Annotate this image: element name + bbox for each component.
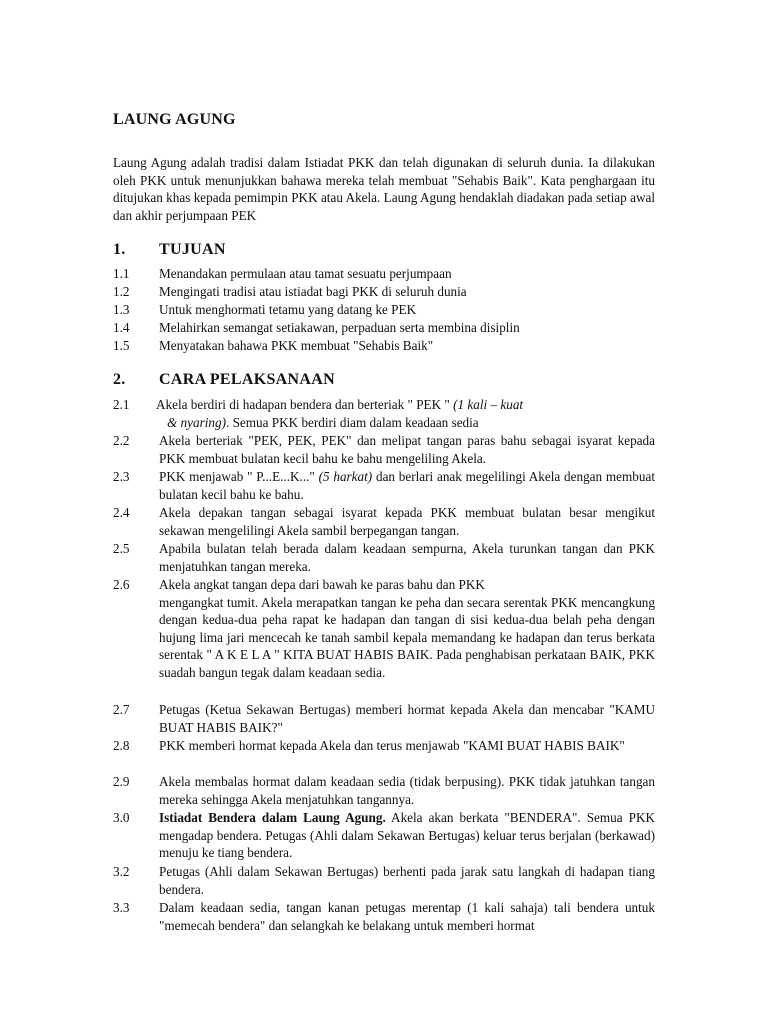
item-number: 3.3 [113, 900, 130, 915]
list-item [113, 396, 655, 432]
item-number: 2.2 [113, 433, 130, 448]
item-number: 2.8 [113, 738, 130, 753]
list-item [113, 337, 655, 355]
item-text [156, 396, 655, 431]
document-title: LAUNG AGUNG [113, 111, 236, 128]
tujuan-list [113, 265, 655, 355]
item-number: 3.0 [113, 810, 130, 825]
list-item [113, 319, 655, 337]
list-item [113, 540, 655, 576]
item-number: 2.9 [113, 774, 130, 789]
item-text-italic: & nyaring) [167, 414, 226, 430]
item-text-part: PKK menjawab " P...E...K..." [159, 469, 319, 484]
pelaksanaan-list [113, 396, 655, 935]
list-item [113, 301, 655, 319]
list-item [113, 468, 655, 504]
section-number: 2. [113, 371, 126, 388]
item-text-part: Akela akan berkata "BENDERA". Semua PKK mengadap bendera. Petugas (Ahli dalam Sekawan Bertugas) keluar terus berjalan (berkawad) menuju ke tiang bendera. [159, 810, 655, 861]
item-number: 1.2 [113, 284, 130, 299]
item-text: Dalam keadaan sedia, tangan kanan petugas merentap (1 kali sahaja) tali bendera untuk "memecah bendera" dan selangkah ke belakang untuk memberi hormat [159, 900, 655, 933]
item-text: Mengingati tradisi atau istiadat bagi PKK di seluruh dunia [159, 284, 467, 299]
item-text-italic: (5 harkat) [318, 469, 373, 484]
item-text: Petugas (Ketua Sekawan Bertugas) memberi hormat kepada Akela dan mencabar "KAMU BUAT HABIS BAIK?" [159, 702, 655, 735]
section-heading-tujuan [113, 241, 226, 259]
list-item [113, 283, 655, 301]
item-number: 2.7 [113, 702, 130, 717]
item-text-part: Akela berdiri di hadapan bendera dan berteriak " PEK " [156, 397, 454, 412]
section-heading-cara-pelaksanaan [113, 371, 335, 389]
list-item [113, 576, 655, 701]
item-number: 2.1 [113, 397, 130, 412]
item-text-part: dan berlari anak megelilingi Akela dengan membuat bulatan kecil bahu ke bahu. [159, 469, 655, 502]
item-text [159, 809, 655, 862]
section-number: 1. [113, 241, 126, 258]
item-text-part: mengangkat tumit. Akela merapatkan tangan ke peha dan secara serentak PKK mencangkung dengan kedua-dua peha rapat ke hadapan dan tangan di sisi kedua-dua belah peha dengan hujung lima jari mencecah ke tanah sambil kepala memandang ke hadapan dan terus berkata serentak " A K E L A " KITA BUAT HABIS BAIK. Pada penghabisan perkataan BAIK, PKK suadah bangun tegak dalam keadaan sedia. [159, 594, 655, 680]
item-text: Untuk menghormati tetamu yang datang ke PEK [159, 302, 417, 317]
item-number: 2.4 [113, 505, 130, 520]
item-number: 2.6 [113, 577, 130, 592]
list-item [113, 265, 655, 283]
list-item [113, 737, 655, 773]
section-title: TUJUAN [159, 241, 226, 258]
item-number: 2.5 [113, 541, 130, 556]
item-text: Akela berteriak "PEK, PEK, PEK" dan melipat tangan paras bahu sebagai isyarat kepada PKK membuat bulatan kecil bahu ke bahu mengeliling Akela. [159, 433, 655, 466]
item-number: 1.5 [113, 338, 130, 353]
item-number: 1.3 [113, 302, 130, 317]
list-item [113, 809, 655, 863]
item-text [159, 468, 655, 503]
item-text: Akela depakan tangan sebagai isyarat kepada PKK membuat bulatan besar mengikut sekawan mengelilingi Akela sambil berpegangan tangan. [159, 505, 655, 538]
item-number: 3.2 [113, 864, 130, 879]
item-text: Petugas (Ahli dalam Sekawan Bertugas) berhenti pada jarak satu langkah di hadapan tiang bendera. [159, 864, 655, 897]
item-text-part: Akela angkat tangan depa dari bawah ke paras bahu dan PKK [159, 577, 485, 592]
item-text-italic: (1 kali – kuat [453, 397, 524, 412]
item-text-bold: Istiadat Bendera dalam Laung Agung. [159, 810, 386, 825]
item-text: Akela membalas hormat dalam keadaan sedia (tidak berpusing). PKK tidak jatuhkan tangan mereka sehingga Akela menjatuhkan tangannya. [159, 774, 655, 807]
section-title: CARA PELAKSANAAN [159, 371, 335, 388]
item-number: 2.3 [113, 469, 130, 484]
item-text-part: . Semua PKK berdiri diam dalam keadaan sedia [225, 414, 479, 430]
item-text [159, 576, 655, 682]
item-text: PKK memberi hormat kepada Akela dan terus menjawab "KAMI BUAT HABIS BAIK" [159, 738, 625, 753]
item-text: Menyatakan bahawa PKK membuat "Sehabis Baik" [159, 338, 434, 353]
item-number: 1.4 [113, 320, 130, 335]
intro-paragraph: Laung Agung adalah tradisi dalam Istiadat PKK dan telah digunakan di seluruh dunia. Ia dilakukan oleh PKK untuk menunjukkan bahawa mereka telah membuat "Sehabis Baik". Kata penghargaan itu ditujukan khas kepada pemimpin PKK atau Akela. Laung Agung hendaklah diadakan pada setiap awal dan akhir perjumpaan PEK [113, 155, 655, 223]
list-item [113, 504, 655, 540]
list-item [113, 773, 655, 809]
item-number: 1.1 [113, 266, 130, 281]
item-text: Apabila bulatan telah berada dalam keadaan sempurna, Akela turunkan tangan dan PKK menjatuhkan tangan mereka. [159, 541, 655, 574]
list-item [113, 863, 655, 899]
item-text: Melahirkan semangat setiakawan, perpaduan serta membina disiplin [159, 320, 520, 335]
item-text: Menandakan permulaan atau tamat sesuatu perjumpaan [159, 266, 452, 281]
list-item [113, 701, 655, 737]
list-item [113, 432, 655, 468]
list-item [113, 899, 655, 935]
